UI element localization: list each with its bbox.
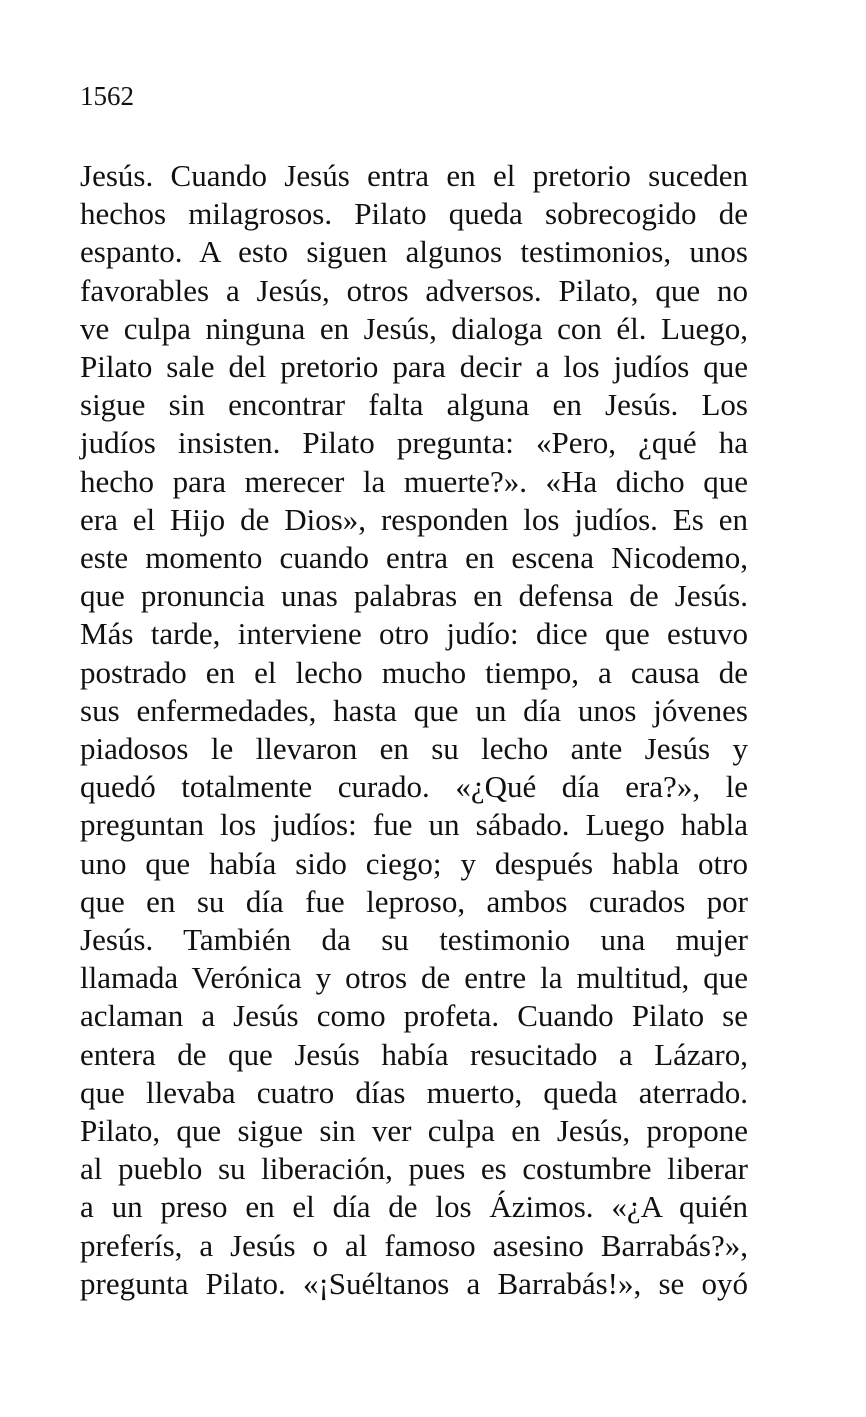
body-paragraph bbox=[80, 157, 748, 1303]
text-line: era el Hijo de Dios», responden los judíos. Es en bbox=[80, 501, 748, 537]
text-line: Pilato sale del pretorio para decir a los judíos que bbox=[80, 349, 748, 385]
text-line: Jesús. Cuando Jesús entra en el pretorio suceden bbox=[80, 158, 748, 193]
text-line: que pronuncia unas palabras en defensa de Jesús. bbox=[80, 578, 748, 614]
text-line: preguntan los judíos: fue un sábado. Luego habla bbox=[80, 807, 748, 843]
text-line: uno que había sido ciego; y después habla otro bbox=[80, 845, 748, 881]
text-line: sus enfermedades, hasta que un día unos jóvenes bbox=[80, 692, 748, 728]
text-line: espanto. A esto siguen algunos testimonios, unos bbox=[80, 234, 748, 270]
text-line: judíos insisten. Pilato pregunta: «Pero, ¿qué ha bbox=[80, 425, 748, 461]
text-line: quedó totalmente curado. «¿Qué día era?», le bbox=[80, 769, 748, 805]
text-line: piadosos le llevaron en su lecho ante Jesús y bbox=[80, 731, 748, 767]
text-line: sigue sin encontrar falta alguna en Jesús. Los bbox=[80, 387, 748, 423]
text-line: Jesús. También da su testimonio una mujer bbox=[80, 922, 748, 958]
text-line: postrado en el lecho mucho tiempo, a causa de bbox=[80, 654, 748, 690]
text-line: hecho para merecer la muerte?». «Ha dicho que bbox=[80, 463, 748, 499]
text-line: que en su día fue leproso, ambos curados por bbox=[80, 883, 748, 919]
text-line: Más tarde, interviene otro judío: dice que estuvo bbox=[80, 616, 748, 652]
text-line: entera de que Jesús había resucitado a Lázaro, bbox=[80, 1036, 748, 1072]
page-number: 1562 bbox=[80, 81, 134, 111]
text-line: aclaman a Jesús como profeta. Cuando Pilato se bbox=[80, 998, 748, 1034]
text-line: pregunta Pilato. «¡Suéltanos a Barrabás!», se oyó bbox=[80, 1265, 748, 1301]
text-line: preferís, a Jesús o al famoso asesino Barrabás?», bbox=[80, 1227, 748, 1263]
text-line: llamada Verónica y otros de entre la multitud, que bbox=[80, 960, 748, 996]
text-line: que llevaba cuatro días muerto, queda aterrado. bbox=[80, 1074, 748, 1110]
text-line: Pilato, que sigue sin ver culpa en Jesús, propone bbox=[80, 1113, 748, 1149]
text-line: al pueblo su liberación, pues es costumbre liberar bbox=[80, 1151, 748, 1187]
text-line: hechos milagrosos. Pilato queda sobrecogido de bbox=[80, 196, 748, 232]
text-line: ve culpa ninguna en Jesús, dialoga con él. Luego, bbox=[80, 310, 748, 346]
text-line: a un preso en el día de los Ázimos. «¿A quién bbox=[80, 1189, 748, 1225]
text-line: este momento cuando entra en escena Nicodemo, bbox=[80, 540, 748, 576]
text-line: favorables a Jesús, otros adversos. Pilato, que no bbox=[80, 272, 748, 308]
